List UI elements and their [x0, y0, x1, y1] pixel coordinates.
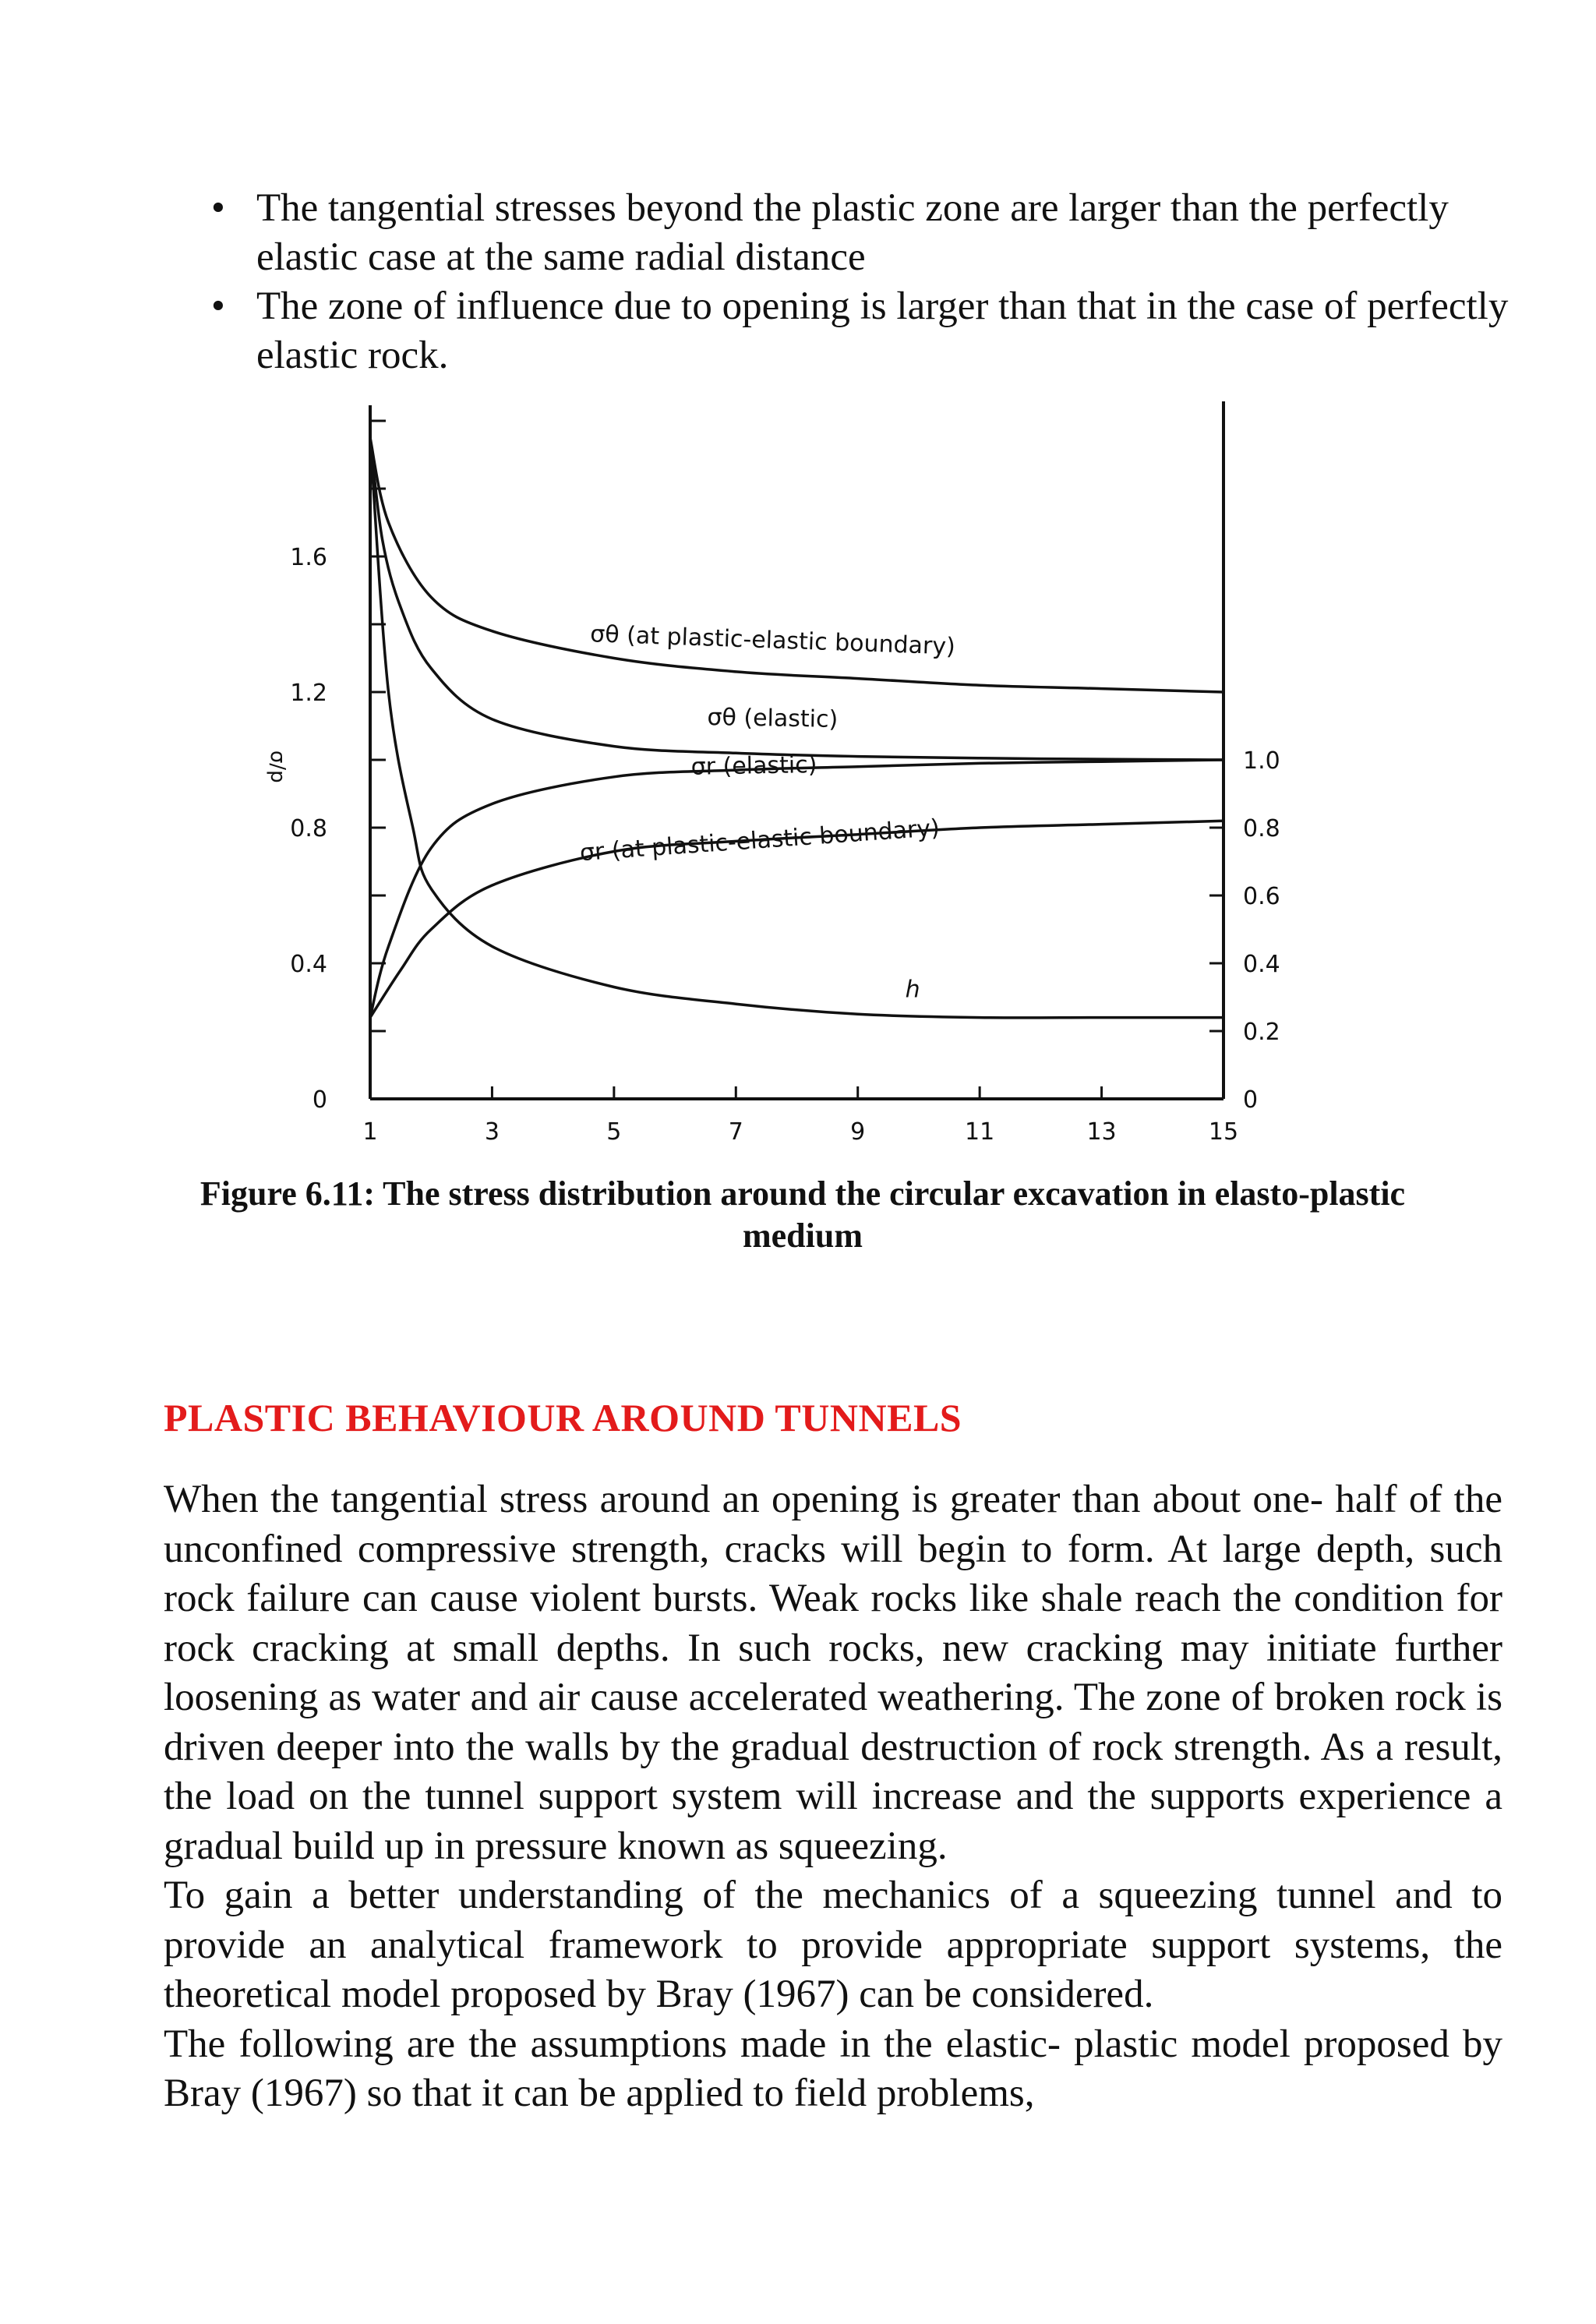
curve-label: σr (elastic) [690, 751, 817, 781]
section-heading: PLASTIC BEHAVIOUR AROUND TUNNELS [164, 1396, 962, 1439]
stress-distribution-chart [234, 390, 1294, 1161]
y-right-tick-label: 0.6 [1243, 883, 1280, 910]
x-tick-label: 13 [1086, 1118, 1117, 1146]
series-sigma-r-elastic [370, 760, 1223, 1018]
bullet-dot-icon: • [211, 284, 225, 328]
bullet-item [207, 184, 1531, 282]
figure-caption [171, 1173, 1434, 1257]
x-tick-label: 3 [484, 1118, 500, 1146]
y-right-tick-label: 0 [1243, 1086, 1259, 1114]
chart-axes [370, 401, 1223, 1099]
bullet-text: The zone of influence due to opening is larger than that in the case of perfectly elastic rock. [256, 284, 1509, 377]
y-right-tick-label: 0.2 [1243, 1019, 1280, 1046]
x-tick-label: 5 [606, 1118, 622, 1146]
y-right-tick-label: 1.0 [1243, 747, 1280, 775]
body-text [164, 1475, 1502, 2119]
chart-annotations [579, 620, 955, 1003]
curve-label: h [905, 976, 920, 1004]
y-left-tick-label: 0 [312, 1086, 327, 1114]
curve-label: σθ (at plastic-elastic boundary) [589, 620, 956, 661]
curve-label: σr (at plastic-elastic boundary) [578, 814, 941, 867]
paragraph: The following are the assumptions made in the elastic- plastic model proposed by Bray (1967) so that it can be applied to field problems, [164, 2022, 1502, 2115]
x-tick-label: 15 [1208, 1118, 1239, 1146]
x-tick-label: 11 [965, 1118, 995, 1146]
y-left-tick-label: 0.4 [290, 951, 327, 978]
y-left-tick-label: 0.8 [290, 815, 327, 842]
bullet-text: The tangential stresses beyond the plastic zone are larger than the perfectly elastic case at the same radial distance [256, 186, 1449, 279]
bullet-list [207, 184, 1531, 380]
paragraph: To gain a better understanding of the mechanics of a squeezing tunnel and to provide an analytical framework to provide appropriate support systems, the theoretical model proposed by Bray (1967) can be considered. [164, 1874, 1502, 2016]
x-tick-label: 7 [728, 1118, 743, 1146]
x-tick-label: 9 [850, 1118, 866, 1146]
paragraph: When the tangential stress around an opening is greater than about one- half of the unconfined compressive strength, cracks will begin to form. At large depth, such rock failure can cause violent bursts. Weak rocks like shale reach the condition for rock cracking at small depths. In such rocks, new cracking may initiate further loosening as water and air cause accelerated weathering. The zone of broken rock is driven deeper into the walls by the gradual destruction of rock strength. As a result, the load on the tunnel support system will increase and the supports experience a gradual build up in pressure known as squeezing. [164, 1478, 1502, 1868]
y-axis-label: σ/p [266, 750, 289, 783]
x-tick-label: 1 [362, 1118, 378, 1146]
y-left-tick-label: 1.2 [290, 680, 327, 707]
bullet-item [207, 282, 1531, 380]
bullet-dot-icon: • [211, 186, 225, 230]
y-left-tick-label: 1.6 [290, 544, 327, 571]
caption-line-1: Figure 6.11: The stress distribution around the circular excavation in elasto-plastic [200, 1174, 1406, 1213]
caption-line-2: medium [743, 1217, 863, 1255]
y-right-tick-label: 0.8 [1243, 815, 1280, 842]
chart-ticks [266, 421, 1280, 1146]
curve-label: σθ (elastic) [707, 704, 839, 733]
y-right-tick-label: 0.4 [1243, 951, 1280, 978]
